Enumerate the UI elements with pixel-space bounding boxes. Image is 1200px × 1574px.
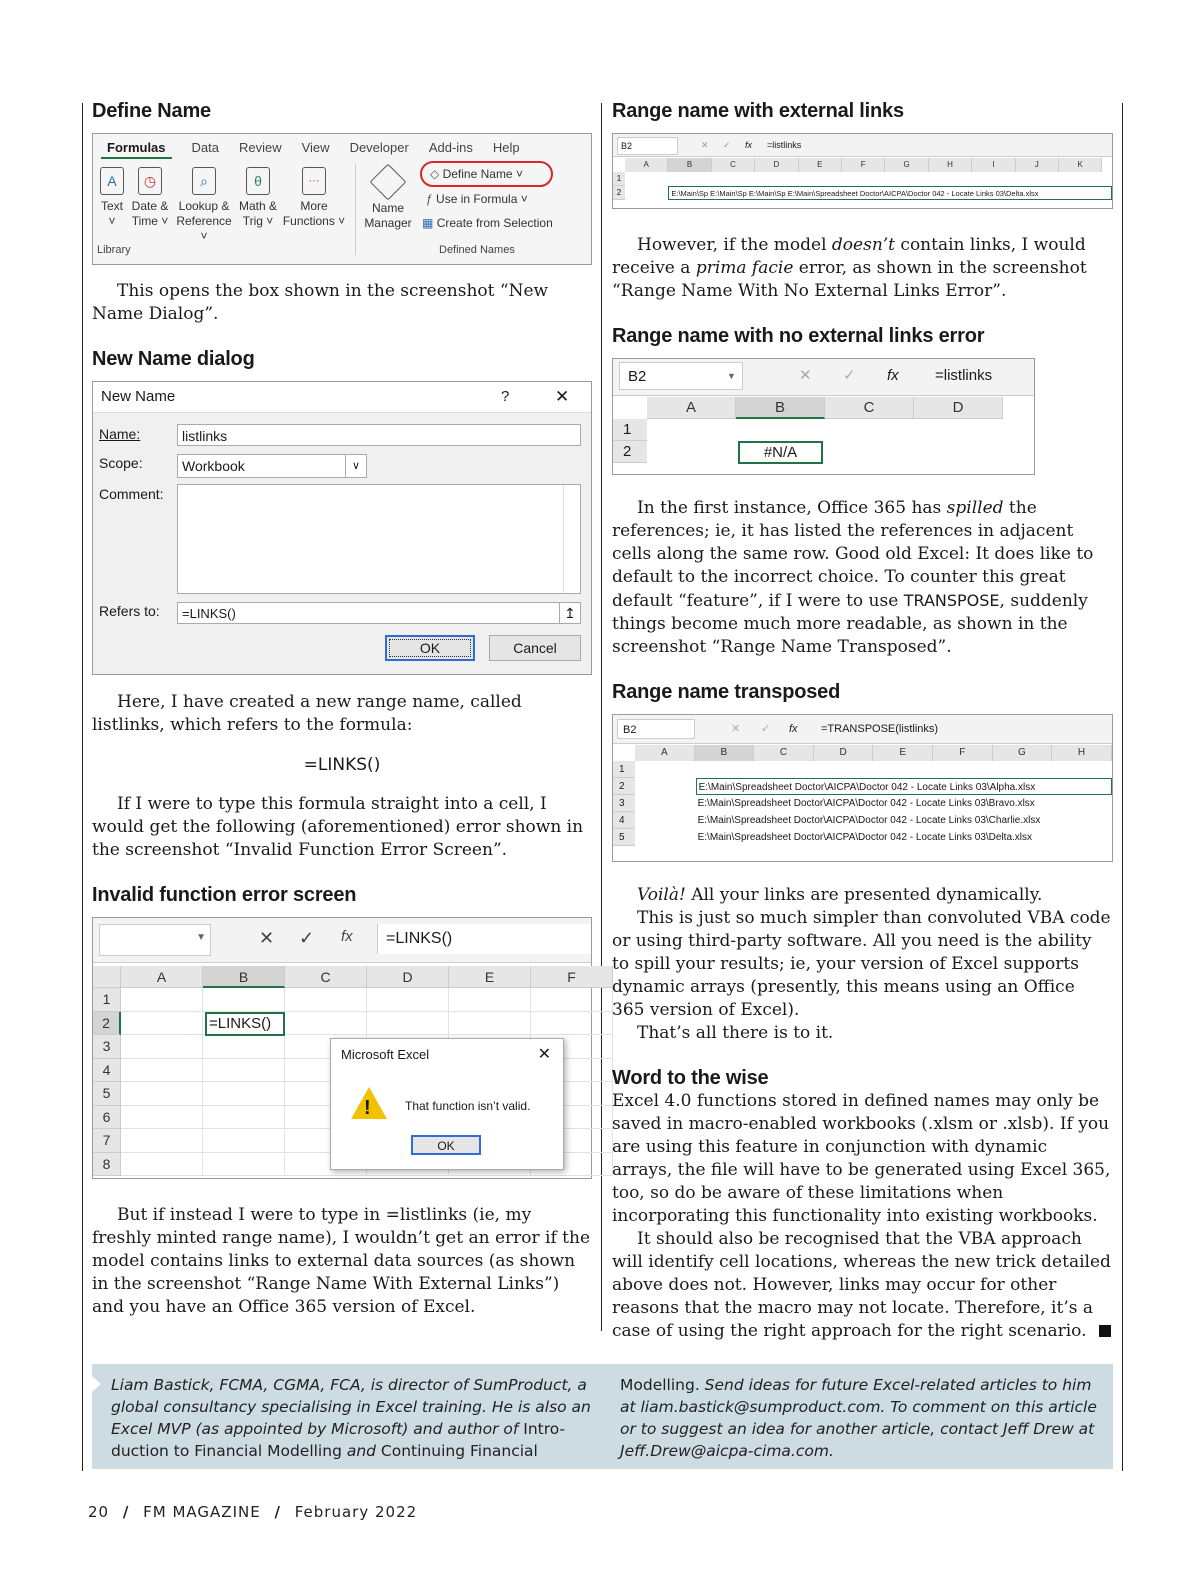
chevron-down-icon: ∨ (345, 455, 366, 477)
ext-column-header: F (842, 158, 885, 172)
paragraph-9: That’s all there is to it. (637, 1023, 834, 1043)
new-name-heading: New Name dialog (92, 348, 255, 370)
trans-column-header: H (1052, 745, 1112, 761)
theta-icon: θ (246, 167, 270, 195)
text-label-2: ˅ (108, 214, 116, 228)
paragraph-1: This opens the box shown in the screenshot “New Name Dialog”. (92, 281, 549, 324)
comment-label: Comment: (99, 486, 164, 502)
noext-column-header: C (825, 397, 914, 419)
collapse-dialog-icon[interactable]: ↥ (559, 603, 580, 623)
ext-column-header: D (755, 158, 798, 172)
use-in-formula-label: Use in Formula ˅ (436, 192, 528, 206)
paragraph-11 (612, 1228, 1112, 1343)
right-margin-rule (1122, 103, 1123, 1471)
noext-x-icon: ✕ (799, 367, 812, 384)
noext-dropdown-icon: ▼ (727, 371, 736, 381)
trans-column-header: B (695, 745, 755, 761)
library-group-label: Library (97, 244, 131, 256)
transposed-screenshot (612, 714, 1113, 862)
grid-cell[interactable] (121, 1153, 203, 1177)
ext-column-header: I (972, 158, 1015, 172)
ext-formula[interactable]: =listlinks (767, 140, 802, 150)
define-name-button[interactable] (420, 161, 553, 187)
tab-view[interactable]: View (301, 140, 330, 155)
paragraph-3: If I were to type this formula straight into a cell, I would get the following (aforementioned) error shown in the screenshot “Invalid Function Error Screen”. (92, 794, 584, 860)
magnifier-icon: ⌕ (192, 167, 216, 195)
p5-emphasis-2: prima facie (695, 258, 794, 278)
noext-column-header: A (647, 397, 736, 419)
defined-names-group-label: Defined Names (439, 244, 515, 256)
ext-column-header: B (668, 158, 711, 172)
transposed-heading: Range name transposed (612, 681, 841, 703)
tab-add-ins[interactable]: Add-ins (428, 140, 473, 155)
text-label: Text (100, 199, 123, 213)
bio-text-a: Liam Bastick, FCMA, CGMA, FCA, is director of SumProduct, a global consultancy specialising in Excel training. He is also an Excel MVP (as appointed by Microsoft) and author of (111, 1376, 591, 1438)
cancel-x-icon[interactable]: ✕ (259, 928, 275, 948)
grid-cell[interactable] (531, 988, 613, 1012)
select-all-corner[interactable] (93, 966, 121, 988)
name-box[interactable] (99, 924, 211, 956)
bio-text-c: Send ideas for future Excel-related articles to him at liam.bastick@sumproduct.com. To comment on this article or to suggest an idea for another article, contact Jeff Drew at Jeff.Drew@aicpa-cima.com. (620, 1376, 1097, 1460)
date-time-label: Date & (131, 199, 169, 213)
refers-to-input[interactable]: =LINKS() (177, 602, 581, 624)
p5-text-a: However, if the model (637, 235, 832, 255)
paragraph-10: Excel 4.0 functions stored in defined names may only be saved in macro-enabled workbooks (.xlsm or .xlsb). If you are using this feature in conjunction with dynamic arrays, the file will have to be generated using Excel 365, too, so do be aware of these limitations when incorporating this functionality into existing workbooks. (612, 1091, 1111, 1226)
noext-row-header: 2 (613, 441, 647, 463)
noext-column-header: B (736, 397, 825, 419)
column-header[interactable]: D (367, 966, 449, 988)
issue-date: February 2022 (294, 1503, 418, 1521)
defined-names-group (420, 163, 553, 255)
ribbon-tabs (93, 134, 591, 159)
create-from-selection-label: Create from Selection (436, 216, 553, 230)
paragraph-2: Here, I have created a new range name, called listlinks, which refers to the formula: (92, 692, 522, 735)
tag-icon (370, 164, 407, 201)
text-functions-button[interactable] (97, 163, 127, 255)
p5-text-b: contain links, I would receive a (612, 235, 1086, 278)
trans-column-header: A (635, 745, 695, 761)
active-cell-b2[interactable]: =LINKS() (205, 1012, 285, 1037)
use-in-formula-button[interactable] (420, 187, 553, 211)
p6-text-c: , suddenly things become much more readable, as shown in the screenshot “Range Name Transposed”. (612, 591, 1088, 657)
define-name-heading: Define Name (92, 100, 211, 122)
ext-row-header: 2 (613, 186, 625, 200)
grid-cell[interactable] (121, 1082, 203, 1106)
cancel-button[interactable]: Cancel (489, 635, 581, 661)
invalid-function-screenshot (92, 917, 592, 1179)
trans-check-icon: ✓ (761, 723, 771, 735)
new-name-dialog (92, 381, 592, 675)
grid-cell[interactable] (121, 1059, 203, 1083)
no-external-links-heading: Range name with no external links error (612, 325, 985, 347)
external-links-screenshot (612, 133, 1113, 209)
fx-small-icon: ƒ (426, 192, 433, 206)
noext-column-header: D (914, 397, 1003, 419)
ext-check-icon: ✓ (723, 140, 731, 150)
bio-book-title-3: Modelling. (620, 1376, 700, 1394)
row-header[interactable]: 6 (93, 1106, 121, 1130)
end-mark-icon (1099, 1325, 1111, 1337)
bio-book-title-2: Continuing Financial (380, 1442, 538, 1460)
ext-column-header: K (1059, 158, 1102, 172)
trans-spill-cell[interactable]: E:\Main\Spreadsheet Doctor\AICPA\Doctor 042 - Locate Links 03\Delta.xlsx (697, 832, 1033, 843)
paragraph-7 (612, 884, 1112, 907)
fx-icon[interactable]: fx (341, 928, 353, 945)
trans-name-box[interactable]: B2 (617, 719, 695, 739)
p6-transpose: TRANSPOSE (903, 591, 1000, 610)
bio-book-title-1: Intro-duction to Financial Modelling (111, 1420, 566, 1460)
column-header[interactable]: E (449, 966, 531, 988)
formula-bar (93, 918, 591, 963)
define-name-tag-icon: ◇ (430, 167, 440, 181)
left-margin-rule (82, 103, 83, 1471)
ext-fx-icon: fx (745, 140, 753, 150)
trans-column-header: G (993, 745, 1053, 761)
noext-fx-icon: fx (887, 367, 899, 384)
column-header[interactable]: B (203, 966, 285, 988)
row-header[interactable]: 3 (93, 1035, 121, 1059)
lookup-label-2: Reference ˅ (176, 214, 232, 243)
formulas-ribbon-screenshot (92, 133, 592, 265)
bio-arrow-icon (92, 1376, 101, 1392)
grid-cell[interactable] (203, 1059, 285, 1083)
p7-text: All your links are presented dynamically. (685, 885, 1043, 905)
page-number: 20 (88, 1503, 110, 1521)
p5-emphasis-1: doesn’t (831, 235, 896, 255)
noext-formula-bar (613, 359, 1034, 396)
define-name-label: Define Name ˅ (442, 167, 523, 181)
grid-cell[interactable] (285, 1012, 367, 1036)
paragraph-4: But if instead I were to type in =listlinks (ie, my freshly minted range name), I wouldn’t get an error if the model contains links to external data sources (as shown in the screenshot “Range Name With External Links”) and you have an Office 365 version of Excel. (92, 1205, 591, 1317)
more-dots-icon: ··· (302, 167, 326, 195)
comment-scrollbar[interactable] (563, 485, 580, 593)
more-functions-button[interactable] (281, 163, 347, 255)
ribbon-body (93, 159, 591, 255)
noext-grid (613, 397, 1034, 474)
grid-cell[interactable] (121, 1106, 203, 1130)
more-label: More (300, 199, 328, 213)
name-box-dropdown-icon: ▼ (196, 932, 206, 943)
trans-column-header: E (873, 745, 933, 761)
confirm-check-icon[interactable]: ✓ (299, 928, 315, 948)
ext-column-header: G (885, 158, 928, 172)
noext-name-box[interactable]: B2 (619, 362, 743, 390)
name-manager-label: Name (371, 201, 404, 215)
math-label: Math & (238, 199, 277, 213)
row-header[interactable]: 4 (93, 1059, 121, 1083)
bio-text-b: and (341, 1442, 381, 1460)
ext-column-header: J (1016, 158, 1059, 172)
grid-cell[interactable] (449, 1012, 531, 1036)
math-trig-button[interactable] (235, 163, 281, 255)
column-header[interactable]: C (285, 966, 367, 988)
trans-column-header: F (933, 745, 993, 761)
grid-cell[interactable] (285, 988, 367, 1012)
noext-cell-b2[interactable]: #N/A (738, 441, 823, 464)
grid-cell[interactable] (367, 988, 449, 1012)
grid-cell[interactable] (203, 1082, 285, 1106)
scope-value: Workbook (182, 458, 245, 474)
grid-cell[interactable] (121, 1035, 203, 1059)
message-box-close-icon[interactable]: ✕ (537, 1046, 551, 1063)
name-input[interactable]: listlinks (177, 424, 581, 446)
formula-input[interactable]: =LINKS() (377, 924, 591, 954)
bio-left-column (111, 1374, 591, 1462)
grid-cell[interactable] (203, 988, 285, 1012)
grid-cell[interactable] (203, 1153, 285, 1177)
name-label: Name: (99, 426, 141, 442)
lookup-label: Lookup & (178, 199, 230, 213)
ribbon-group-divider (355, 163, 356, 255)
math-label-2: Trig ˅ (242, 214, 274, 228)
ok-button[interactable]: OK (385, 635, 475, 661)
date-time-label-2: Time ˅ (131, 214, 169, 228)
message-ok-button[interactable]: OK (411, 1135, 481, 1155)
row-header[interactable]: 5 (93, 1082, 121, 1106)
clock-icon: ◷ (138, 167, 162, 195)
trans-row-header: 1 (613, 761, 635, 778)
trans-fx-icon: fx (789, 723, 798, 735)
ext-name-box[interactable]: B2 (617, 137, 678, 155)
external-links-heading: Range name with external links (612, 100, 904, 122)
p5-text-c: error, as shown in the screenshot “Range Name With No External Links Error”. (612, 258, 1087, 301)
tab-developer[interactable]: Developer (349, 140, 409, 155)
trans-spill-cell[interactable]: E:\Main\Spreadsheet Doctor\AICPA\Doctor 042 - Locate Links 03\Bravo.xlsx (697, 798, 1035, 809)
column-header[interactable]: F (531, 966, 613, 988)
grid-icon: ▦ (422, 216, 434, 230)
ext-column-header: H (929, 158, 972, 172)
lookup-reference-button[interactable] (173, 163, 235, 255)
scope-label: Scope: (99, 455, 143, 471)
trans-formula[interactable]: =TRANSPOSE(listlinks) (821, 723, 939, 735)
row-header[interactable]: 2 (93, 1012, 121, 1036)
grid-cell[interactable] (367, 1012, 449, 1036)
bio-right-column (620, 1374, 1100, 1462)
text-icon: A (100, 167, 124, 195)
ext-column-header: C (712, 158, 755, 172)
ext-grid (613, 158, 1112, 208)
p6-emphasis: spilled (946, 498, 1004, 518)
trans-column-header: D (814, 745, 874, 761)
tab-data[interactable]: Data (191, 140, 219, 155)
dialog-title: New Name (101, 388, 176, 405)
formula-display: =LINKS() (303, 755, 381, 775)
close-icon[interactable]: ✕ (555, 387, 570, 406)
ext-column-header: A (625, 158, 668, 172)
date-time-button[interactable] (127, 163, 173, 255)
paragraph-5 (612, 234, 1112, 303)
name-manager-button[interactable] (362, 163, 414, 255)
author-bio-box (92, 1364, 1113, 1469)
message-box (330, 1038, 564, 1170)
paragraph-8: This is just so much simpler than convoluted VBA code or using third-party software. All you need is the ability to spill your results; ie, your version of Excel supports dynamic arrays (presently, this means using an Office 365 version of Excel). (612, 908, 1111, 1020)
dialog-titlebar (93, 382, 591, 413)
p6-text-b: the references; ie, it has listed the references in adjacent cells along the same row. Good old Excel: It does like to default to the incorrect choice. To counter this great default “feature”, if I were to use (612, 498, 1094, 611)
ext-row-header: 1 (613, 172, 625, 186)
voila-emphasis: Voilà! (637, 885, 686, 905)
ext-column-header: E (799, 158, 842, 172)
magazine-name: FM MAGAZINE (143, 1503, 261, 1521)
trans-row-header: 2 (613, 778, 635, 795)
trans-spill-cell[interactable]: E:\Main\Spreadsheet Doctor\AICPA\Doctor 042 - Locate Links 03\Alpha.xlsx (696, 778, 1112, 795)
trans-grid (613, 745, 1112, 861)
create-from-selection-button[interactable] (420, 211, 553, 235)
word-to-the-wise-heading: Word to the wise (612, 1067, 769, 1089)
trans-formula-bar (613, 715, 1112, 744)
more-label-2: Functions ˅ (282, 214, 346, 228)
p6-text-a: In the first instance, Office 365 has (637, 498, 947, 518)
noext-check-icon: ✓ (843, 367, 856, 384)
footer-separator-1: / (122, 1503, 130, 1521)
ext-x-icon: ✕ (701, 140, 709, 150)
noext-row-header: 1 (613, 419, 647, 441)
message-box-title: Microsoft Excel (341, 1047, 430, 1062)
left-column (92, 100, 592, 1319)
grid-cell[interactable] (121, 988, 203, 1012)
comment-textarea[interactable] (177, 484, 581, 594)
trans-row-header: 5 (613, 829, 635, 846)
tab-review[interactable]: Review (238, 140, 282, 155)
tab-help[interactable]: Help (492, 140, 520, 155)
row-header[interactable]: 8 (93, 1153, 121, 1177)
footer-separator-2: / (274, 1503, 281, 1521)
tab-formulas[interactable]: Formulas (101, 140, 172, 159)
grid-cell[interactable] (531, 1012, 613, 1036)
trans-column-header: C (754, 745, 814, 761)
help-icon[interactable]: ? (501, 388, 510, 405)
noext-formula[interactable]: =listlinks (935, 367, 993, 384)
p11-text: It should also be recognised that the VBA approach will identify cell locations, whereas the new trick detailed above does not. However, links may occur for other reasons that the macro may not locate. Therefore, it’s a case of using the right approach for the right scenario. (612, 1229, 1111, 1341)
row-header[interactable]: 1 (93, 988, 121, 1012)
trans-row-header: 4 (613, 812, 635, 829)
refers-to-label: Refers to: (99, 603, 160, 619)
paragraph-6 (612, 497, 1112, 659)
column-header[interactable]: A (121, 966, 203, 988)
invalid-function-heading: Invalid function error screen (92, 884, 357, 906)
grid-cell[interactable] (121, 1129, 203, 1153)
message-text: That function isn’t valid. (405, 1099, 531, 1113)
ext-formula-bar (613, 134, 1112, 157)
grid-cell[interactable] (203, 1106, 285, 1130)
grid-cell[interactable] (203, 1129, 285, 1153)
name-manager-label-2: Manager (364, 216, 412, 230)
page-footer (88, 1503, 417, 1521)
trans-spill-cell[interactable]: E:\Main\Spreadsheet Doctor\AICPA\Doctor 042 - Locate Links 03\Charlie.xlsx (697, 815, 1041, 826)
grid-cell[interactable] (121, 1012, 203, 1036)
ext-spill-row[interactable]: E:\Main\Sp E:\Main\Sp E:\Main\Sp E:\Main\Spreadsheet Doctor\AICPA\Doctor 042 - Locate Links 03\Delta.xlsx (668, 186, 1112, 200)
warning-exclamation-icon: ! (364, 1097, 371, 1119)
grid-cell[interactable] (203, 1035, 285, 1059)
trans-x-icon: ✕ (731, 723, 741, 735)
grid-cell[interactable] (449, 988, 531, 1012)
scope-select[interactable] (177, 454, 367, 478)
right-column (612, 100, 1112, 1343)
row-header[interactable]: 7 (93, 1129, 121, 1153)
no-external-links-screenshot (612, 358, 1035, 475)
trans-row-header: 3 (613, 795, 635, 812)
